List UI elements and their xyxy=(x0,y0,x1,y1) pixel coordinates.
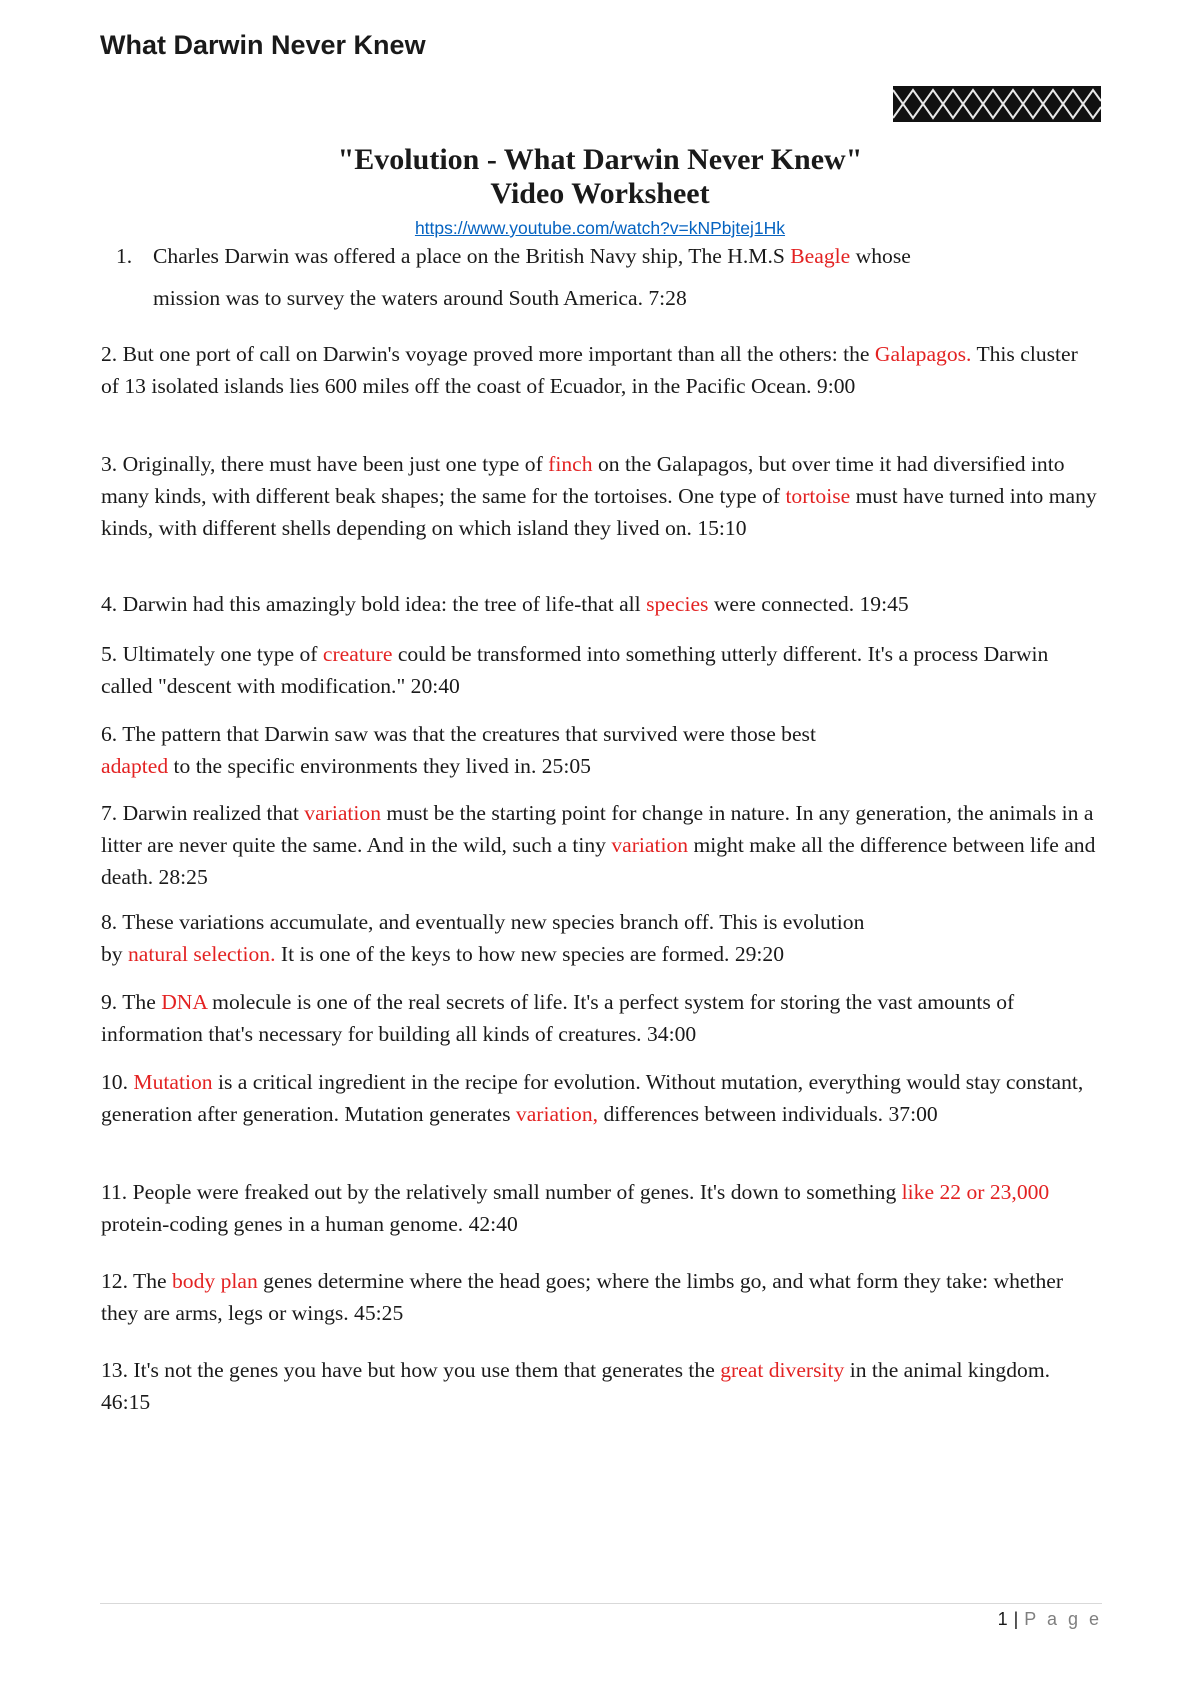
item-text: Charles Darwin was offered a place on the British Navy ship, The H.M.S xyxy=(153,244,791,268)
item-number: 5. xyxy=(101,642,118,666)
item-text: must have turned into many kinds, with different shells depending on which island they lived on. 15:10 xyxy=(101,484,1097,540)
answer-text: DNA xyxy=(161,990,207,1014)
page-number: 1 xyxy=(997,1609,1008,1629)
item-text: The xyxy=(117,990,162,1014)
item-text: Originally, there must have been just one type of xyxy=(117,452,549,476)
item-number: 7. xyxy=(101,801,118,825)
item-text: Darwin realized that xyxy=(117,801,305,825)
item-text: by xyxy=(101,942,128,966)
item-text: protein-coding genes in a human genome. 42:40 xyxy=(101,1212,518,1236)
item-text: These variations accumulate, and eventually new species branch off. This is evolution xyxy=(117,910,865,934)
item-text: on the Galapagos, but over time it had diversified into many kinds, with different beak shapes; the same for the tortoises. One type of xyxy=(101,452,1065,508)
worksheet-item xyxy=(101,638,1101,702)
document-title: "Evolution - What Darwin Never Knew" xyxy=(337,143,863,176)
item-number: 12. xyxy=(101,1269,128,1293)
item-text: molecule is one of the real secrets of life. It's a perfect system for storing the vast amounts of information that's necessary for building all kinds of creatures. 34:00 xyxy=(101,990,1015,1046)
item-number: 1. xyxy=(116,244,133,268)
item-number: 8. xyxy=(101,910,118,934)
item-number: 11. xyxy=(101,1180,128,1204)
answer-text: creature xyxy=(322,642,393,666)
item-text: It's not the genes you have but how you use them that generates the xyxy=(128,1358,721,1382)
redaction-pattern xyxy=(893,86,1101,122)
item-number: 3. xyxy=(101,452,118,476)
worksheet-item xyxy=(101,718,1101,782)
video-link[interactable]: https://www.youtube.com/watch?v=kNPbjtej1Hk xyxy=(414,218,786,238)
item-text: mission was to survey the waters around South America. 7:28 xyxy=(153,286,687,310)
item-number: 6. xyxy=(101,722,118,746)
answer-text: tortoise xyxy=(785,484,851,508)
item-number: 4. xyxy=(101,592,118,616)
item-text: must be the starting point for change in nature. In any generation, the animals in a litter are never quite the same. And in the wild, such a tiny xyxy=(101,801,1094,857)
worksheet-item xyxy=(101,338,1101,402)
item-number: 10. xyxy=(101,1070,128,1094)
worksheet-item xyxy=(116,240,1101,314)
worksheet-item xyxy=(101,448,1101,544)
item-text: could be transformed into something utterly different. It's a process Darwin called "descent with modification." 20:40 xyxy=(101,642,1049,698)
title-block xyxy=(0,143,1200,239)
page-label: P a g e xyxy=(1024,1609,1102,1629)
page-footer xyxy=(998,1609,1102,1630)
answer-text: body plan xyxy=(171,1269,258,1293)
document-subtitle: Video Worksheet xyxy=(490,177,710,210)
answer-text: great diversity xyxy=(720,1358,845,1382)
footer-rule xyxy=(100,1603,1102,1604)
worksheet-item xyxy=(101,1265,1101,1329)
worksheet-item xyxy=(101,1066,1101,1130)
worksheet-item xyxy=(101,1354,1101,1418)
item-text: differences between individuals. 37:00 xyxy=(598,1102,938,1126)
answer-text: finch xyxy=(548,452,593,476)
answer-text: adapted xyxy=(101,754,169,778)
running-header: What Darwin Never Knew xyxy=(100,30,426,60)
item-text: People were freaked out by the relatively small number of genes. It's down to something xyxy=(127,1180,902,1204)
item-number: 2. xyxy=(101,342,118,366)
worksheet-item xyxy=(101,986,1101,1050)
item-text: This cluster of 13 isolated islands lies 600 miles off the coast of Ecuador, in the Pacific Ocean. 9:00 xyxy=(101,342,1078,398)
footer-separator: | xyxy=(1013,1609,1019,1629)
answer-text: Mutation xyxy=(133,1070,213,1094)
item-text: The pattern that Darwin saw was that the creatures that survived were those best xyxy=(117,722,816,746)
answer-text: species xyxy=(646,592,709,616)
item-text: whose xyxy=(850,244,911,268)
item-text: in the animal kingdom. 46:15 xyxy=(101,1358,1051,1414)
item-number: 13. xyxy=(101,1358,128,1382)
answer-text: natural selection. xyxy=(128,942,276,966)
item-text: It is one of the keys to how new species are formed. 29:20 xyxy=(275,942,785,966)
item-text: might make all the difference between life and death. 28:25 xyxy=(101,833,1096,889)
answer-text: Beagle xyxy=(790,244,851,268)
worksheet-item xyxy=(101,1176,1101,1240)
item-text: is a critical ingredient in the recipe for evolution. Without mutation, everything would stay constant, generation after generation. Mutation generates xyxy=(101,1070,1084,1126)
item-text: genes determine where the head goes; where the limbs go, and what form they take: whether they are arms, legs or wings. 45:25 xyxy=(101,1269,1064,1325)
answer-text: Galapagos. xyxy=(874,342,972,366)
worksheet-item xyxy=(101,797,1101,893)
worksheet-item xyxy=(101,906,1101,970)
item-text: Darwin had this amazingly bold idea: the tree of life-that all xyxy=(117,592,647,616)
item-text: to the specific environments they lived in. 25:05 xyxy=(168,754,591,778)
answer-text: variation xyxy=(304,801,382,825)
worksheet-item xyxy=(101,588,1101,620)
item-text: The xyxy=(128,1269,172,1293)
answer-text: variation xyxy=(611,833,689,857)
answer-text: like 22 or 23,000 xyxy=(901,1180,1050,1204)
answer-text: variation, xyxy=(515,1102,599,1126)
item-number: 9. xyxy=(101,990,118,1014)
item-text: But one port of call on Darwin's voyage proved more important than all the others: the xyxy=(117,342,875,366)
item-text: were connected. 19:45 xyxy=(708,592,909,616)
item-text: Ultimately one type of xyxy=(117,642,323,666)
